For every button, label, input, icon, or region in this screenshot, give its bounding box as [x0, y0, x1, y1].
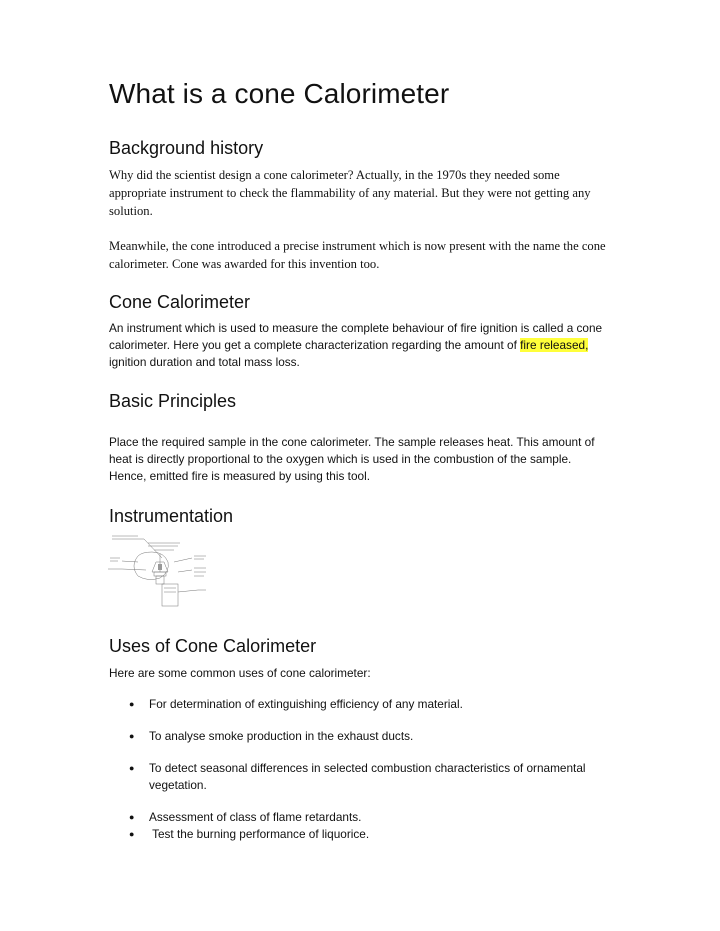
bullet-icon: ● [129, 699, 135, 709]
page-title: What is a cone Calorimeter [109, 78, 450, 109]
list-item: ● To detect seasonal differences in selected combustion characteristics of ornamental vegetation. [109, 760, 609, 794]
cone-calorimeter-paragraph [109, 320, 609, 371]
basic-principles-heading: Basic Principles [109, 391, 237, 411]
paragraph-text-end: ignition duration and total mass loss. [109, 355, 300, 369]
bullet-icon: ● [129, 829, 135, 839]
list-item: ● For determination of extinguishing efficiency of any material. [109, 696, 609, 713]
background-paragraph-1: Why did the scientist design a cone calorimeter? Actually, in the 1970s they needed some appropriate instrument to check the flammability of any material. But they were not getting any solution. [109, 168, 591, 218]
uses-heading: Uses of Cone Calorimeter [109, 636, 317, 656]
bullet-icon: ● [129, 731, 135, 741]
highlighted-text: fire released, [520, 338, 589, 352]
instrumentation-heading: Instrumentation [109, 506, 234, 526]
uses-intro: Here are some common uses of cone calorimeter: [109, 666, 371, 680]
list-item: ● Test the burning performance of liquorice. [109, 826, 609, 843]
basic-principles-paragraph: Place the required sample in the cone calorimeter. The sample releases heat. This amount of heat is directly proportional to the oxygen which is used in the combustion of the sample. Hence, emitted fire is measured by using this tool. [109, 435, 595, 483]
bullet-icon: ● [129, 812, 135, 822]
cone-calorimeter-diagram-icon [108, 532, 216, 610]
background-history-heading: Background history [109, 138, 264, 158]
list-item: ● Assessment of class of flame retardants. [109, 809, 609, 826]
paragraph-text: An instrument which is used to measure the complete behaviour of fire ignition is called a cone calorimeter. Here you get a complete characterization regarding the amount of [109, 321, 603, 352]
bullet-icon: ● [129, 763, 135, 773]
background-paragraph-2: Meanwhile, the cone introduced a precise instrument which is now present with the name the cone calorimeter. Cone was awarded for this invention too. [109, 239, 606, 271]
cone-calorimeter-heading: Cone Calorimeter [109, 292, 251, 312]
list-item: ● To analyse smoke production in the exhaust ducts. [109, 728, 609, 745]
